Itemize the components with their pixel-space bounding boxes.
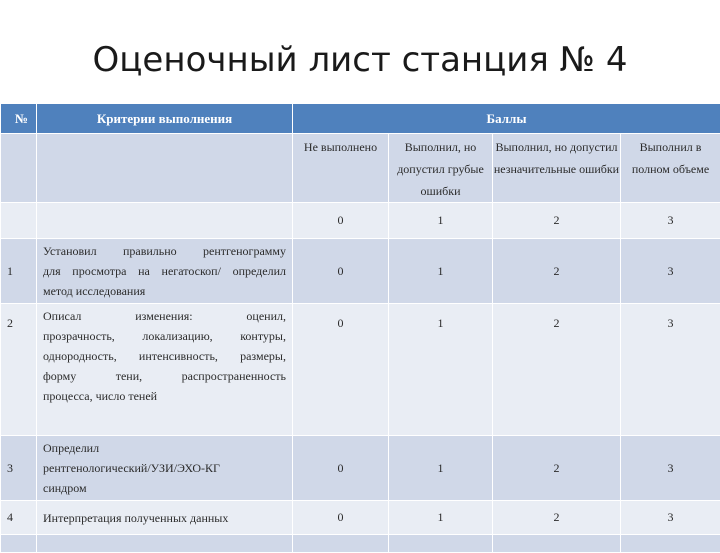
header-points: Баллы xyxy=(293,104,720,134)
table-row xyxy=(1,436,720,501)
row-num: 3 xyxy=(1,436,37,501)
row-score-1: 1 xyxy=(389,304,493,436)
row-score-2: 2 xyxy=(493,501,621,535)
row-score-3: 3 xyxy=(621,501,720,535)
table-row-partial xyxy=(1,535,720,553)
level-1: Выполнил, но допустил грубые ошибки xyxy=(389,134,493,203)
row-score-1: 1 xyxy=(389,239,493,304)
evaluation-table xyxy=(0,103,720,553)
header-num: № xyxy=(1,104,37,134)
levels-row xyxy=(1,134,720,203)
row-score-1: 1 xyxy=(389,501,493,535)
page-title: Оценочный лист станция № 4 xyxy=(0,40,720,80)
row-score-3: 3 xyxy=(621,304,720,436)
row-score-0: 0 xyxy=(293,304,389,436)
row-score-0: 0 xyxy=(293,239,389,304)
row-score-3: 3 xyxy=(621,436,720,501)
row-num: 2 xyxy=(1,304,37,436)
level-0: Не выполнено xyxy=(293,134,389,203)
score-3: 3 xyxy=(621,203,720,239)
row-score-0: 0 xyxy=(293,436,389,501)
level-2: Выполнил, но допустил незначительные ошибки xyxy=(493,134,621,203)
levels-num-empty xyxy=(1,134,37,203)
row-num: 1 xyxy=(1,239,37,304)
row-score-0: 0 xyxy=(293,501,389,535)
row-criteria: Описал изменения: оценил, прозрачность, локализацию, контуры, однородность, интенсивность, размеры, форму тени, распространенность процесса, число теней xyxy=(37,304,293,436)
header-criteria: Критерии выполнения xyxy=(37,104,293,134)
score-0: 0 xyxy=(293,203,389,239)
table-row xyxy=(1,304,720,436)
row-score-3: 3 xyxy=(621,239,720,304)
table-row xyxy=(1,239,720,304)
level-3: Выполнил в полном объеме xyxy=(621,134,720,203)
row-criteria: Интерпретация полученных данных xyxy=(37,501,293,535)
row-criteria: Определил рентгенологический/УЗИ/ЭХО-КГ синдром xyxy=(37,436,293,501)
score-2: 2 xyxy=(493,203,621,239)
table-row xyxy=(1,501,720,535)
row-score-2: 2 xyxy=(493,239,621,304)
score-1: 1 xyxy=(389,203,493,239)
header-row xyxy=(1,104,720,134)
scores-row xyxy=(1,203,720,239)
row-score-1: 1 xyxy=(389,436,493,501)
row-score-2: 2 xyxy=(493,436,621,501)
row-score-2: 2 xyxy=(493,304,621,436)
row-criteria: Установил правильно рентгенограмму для просмотра на негатоскоп/ определил метод исследования xyxy=(37,239,293,304)
levels-criteria-empty xyxy=(37,134,293,203)
row-num: 4 xyxy=(1,501,37,535)
